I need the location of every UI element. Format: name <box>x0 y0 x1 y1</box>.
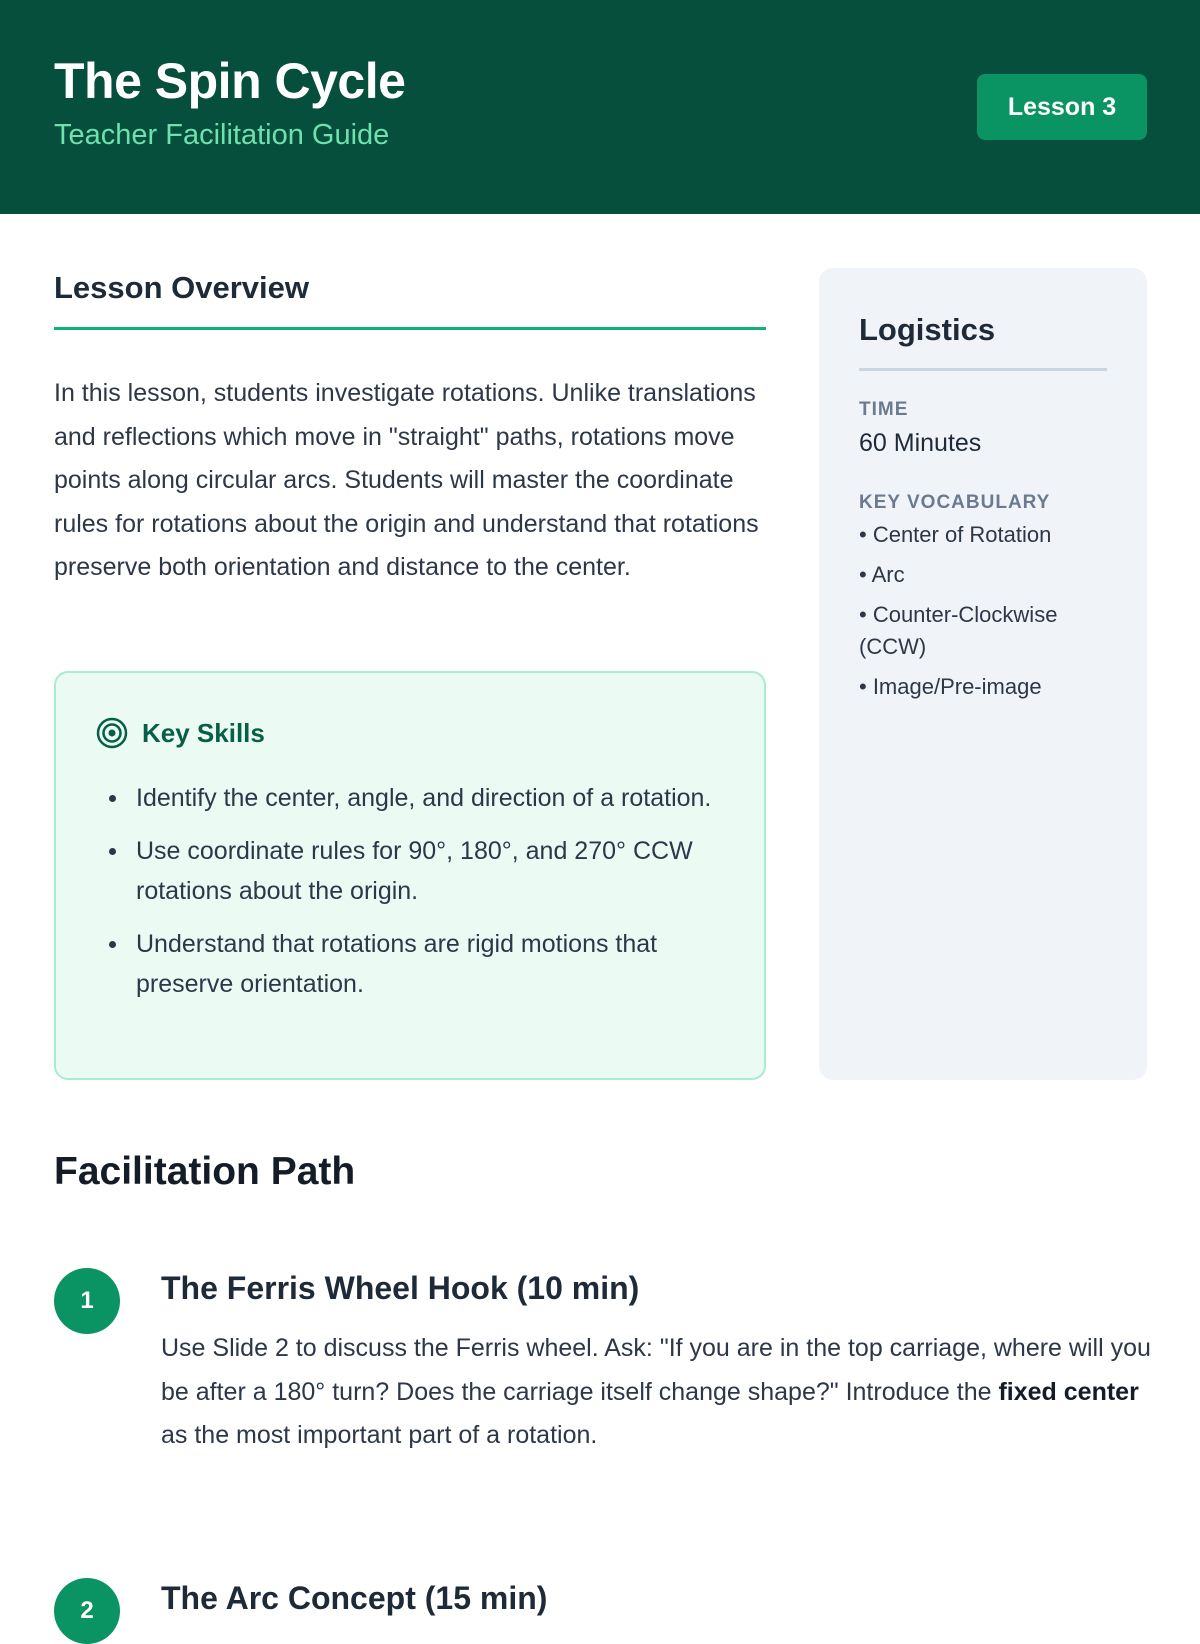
page-header <box>0 0 1200 214</box>
vocab-item: • Center of Rotation <box>859 522 1052 547</box>
overview-divider <box>54 327 766 330</box>
step-description-bold: fixed center <box>998 1377 1139 1406</box>
overview-text: In this lesson, students investigate rotations. Unlike translations and reflections which move in "straight" paths, rotations move points along circular arcs. Students will master the coordinate rules for rotations about the origin and understand that rotations preserve both orientation and distance to the center. <box>54 379 759 581</box>
step-number: 2 <box>54 1578 120 1644</box>
time-label: TIME <box>859 399 909 420</box>
vocab-list <box>859 519 1109 711</box>
vocab-label: KEY VOCABULARY <box>859 492 1051 513</box>
overview-heading: Lesson Overview <box>54 270 310 305</box>
key-skills-list <box>136 778 726 1017</box>
list-item: Understand that rotations are rigid motions that preserve orientation. <box>136 924 726 1004</box>
vocab-item: • Counter-Clockwise (CCW) <box>859 602 1058 659</box>
step-title: The Arc Concept (15 min) <box>161 1580 548 1616</box>
page-subtitle: Teacher Facilitation Guide <box>54 119 390 151</box>
vocab-item: • Arc <box>859 562 905 587</box>
vocab-item: • Image/Pre-image <box>859 674 1042 699</box>
time-value: 60 Minutes <box>859 429 982 457</box>
step-number: 1 <box>54 1268 120 1334</box>
list-item: Identify the center, angle, and direction of a rotation. <box>136 778 726 818</box>
facilitation-heading: Facilitation Path <box>54 1150 356 1193</box>
step-description <box>161 1327 1151 1458</box>
logistics-title: Logistics <box>859 312 996 347</box>
list-item: Use coordinate rules for 90°, 180°, and 270° CCW rotations about the origin. <box>136 831 726 911</box>
logistics-panel <box>819 268 1147 1080</box>
page-title: The Spin Cycle <box>54 53 406 109</box>
logistics-divider <box>859 368 1107 371</box>
key-skills-box <box>54 671 766 1080</box>
lesson-badge: Lesson 3 <box>977 74 1147 140</box>
target-icon <box>96 717 128 749</box>
key-skills-title: Key Skills <box>142 717 265 748</box>
step-description-text: Use Slide 2 to discuss the Ferris wheel. Ask: "If you are in the top carriage, where will you be after a 180° turn? Does the carriage itself change shape?" Introduce the <box>161 1334 1151 1406</box>
step-description-text: as the most important part of a rotation. <box>161 1421 598 1449</box>
step-title: The Ferris Wheel Hook (10 min) <box>161 1270 640 1306</box>
key-skills-header <box>96 717 265 749</box>
